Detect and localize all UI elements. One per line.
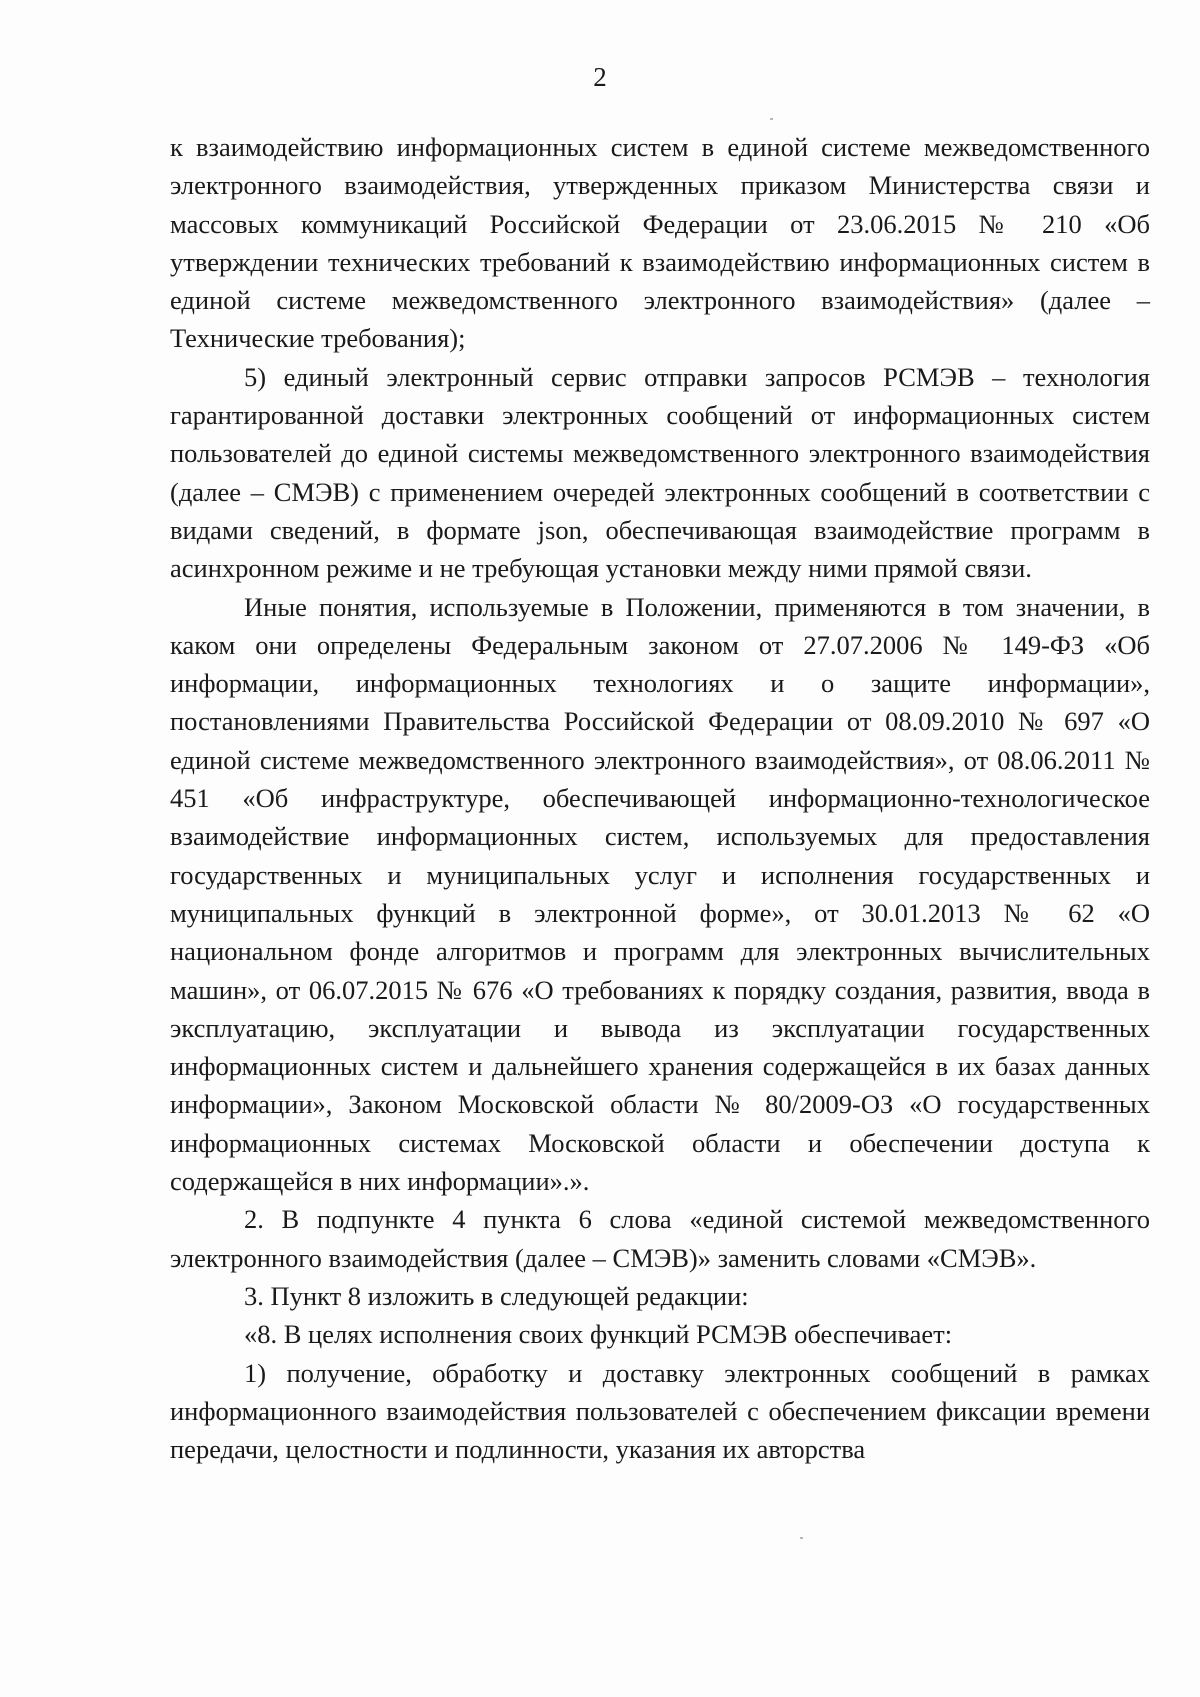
scan-speck — [800, 1537, 803, 1539]
paragraph-definitions-continued: к взаимодействию информационных систем в единой системе межведомственного электронного взаимодействия, утвержденных приказом Министерства связи и массовых коммуникаций Российской Федерации от 23.06.2015 № 210 «Об утверждении технических требований к взаимодействию информационных систем в единой системе межведомственного электронного взаимодействия» (далее – Технические требования); — [170, 132, 1150, 354]
document-body — [170, 128, 1150, 1468]
paragraph-clause-8-item-1: 1) получение, обработку и доставку электронных сообщений в рамках информационного взаимодействия пользователей с обеспечением фиксации времени передачи, целостности и подлинности, указания их авторства — [170, 1357, 1150, 1465]
paragraph-other-concepts: Иные понятия, используемые в Положении, применяются в том значении, в каком они определены Федеральным законом от 27.07.2006 № 149-ФЗ «Об информации, информационных технологиях и о защите информации», постановлениями Правительства Российской Федерации от 08.09.2010 № 697 «О единой системе межведомственного электронного взаимодействия», от 08.06.2011 № 451 «Об инфраструктуре, обеспечивающей информационно-технологическое взаимодействие информационных систем, используемых для предоставления государственных и муниципальных услуг и исполнения государственных и муниципальных функций в электронной форме», от 30.01.2013 № 62 «О национальном фонде алгоритмов и программ для электронных вычислительных машин», от 06.07.2015 № 676 «О требованиях к порядку создания, развития, ввода в эксплуатацию, эксплуатации и вывода из эксплуатации государственных информационных систем и дальнейшего хранения содержащейся в их базах данных информации», Законом Московской области № 80/2009-ОЗ «О государственных информационных системах Московской области и обеспечении доступа к содержащейся в них информации».». — [170, 591, 1150, 1197]
paragraph-amendment-3: 3. Пункт 8 изложить в следующей редакции: — [244, 1280, 749, 1311]
paragraph-amendment-2: 2. В подпункте 4 пункта 6 слова «единой системой межведомственного электронного взаимодействия (далее – СМЭВ)» заменить словами «СМЭВ». — [170, 1204, 1150, 1273]
scan-speck — [770, 118, 773, 120]
paragraph-item-5: 5) единый электронный сервис отправки запросов РСМЭВ – технология гарантированной доставки электронных сообщений от информационных систем пользователей до единой системы межведомственного электронного взаимодействия (далее – СМЭВ) с применением очередей электронных сообщений в соответствии с видами сведений, в формате json, обеспечивающая взаимодействие программ в асинхронном режиме и не требующая установки между ними прямой связи. — [170, 361, 1150, 584]
paragraph-clause-8: «8. В целях исполнения своих функций РСМЭВ обеспечивает: — [244, 1319, 953, 1350]
page-number: 2 — [593, 62, 607, 92]
